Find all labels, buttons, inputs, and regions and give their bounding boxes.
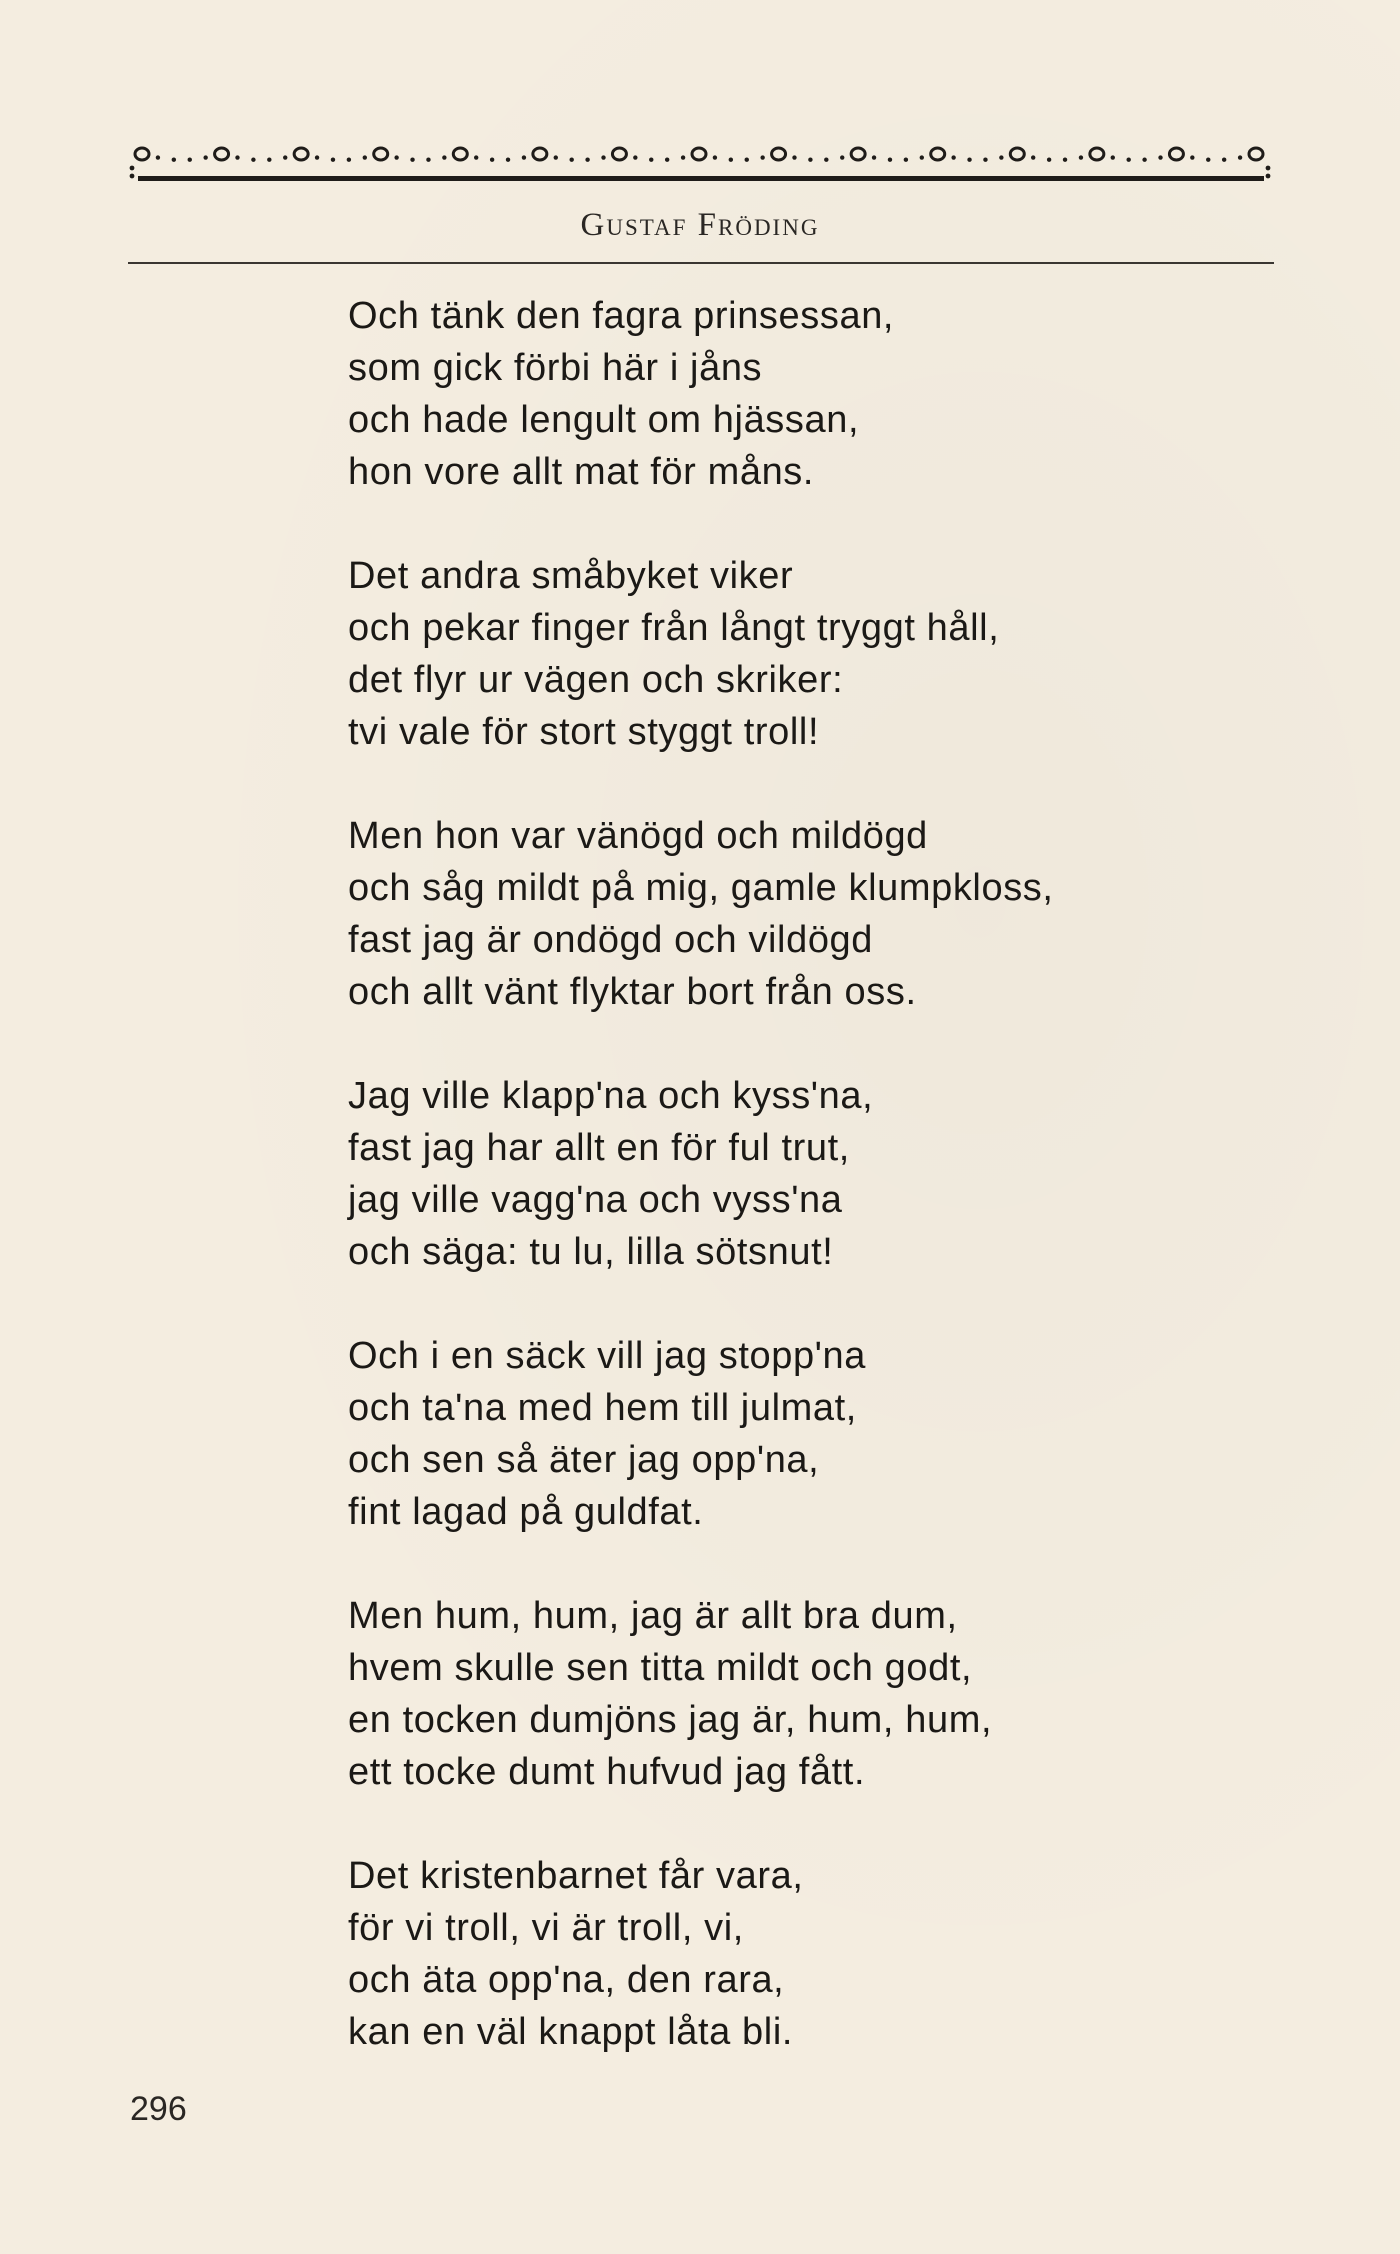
page-number: 296 — [130, 2090, 187, 2128]
stanza — [348, 1070, 1248, 1278]
chain-ornament-icon — [128, 132, 1274, 192]
poem-line: och hade lengult om hjässan, — [348, 399, 860, 441]
poem-line: det flyr ur vägen och skriker: — [348, 659, 844, 701]
poem-line: och allt vänt flyktar bort från oss. — [348, 971, 917, 1013]
poem — [348, 290, 1248, 2110]
running-head: Gustaf Fröding — [580, 207, 820, 243]
poem-line: och ta'na med hem till julmat, — [348, 1387, 857, 1429]
header-rule — [128, 262, 1274, 264]
poem-line: för vi troll, vi är troll, vi, — [348, 1907, 744, 1949]
poem-line: jag ville vagg'na och vyss'na — [348, 1179, 843, 1221]
stanza — [348, 1590, 1248, 1798]
poem-line: som gick förbi här i jåns — [348, 347, 763, 389]
poem-line: Det kristenbarnet får vara, — [348, 1855, 804, 1897]
poem-line: fint lagad på guldfat. — [348, 1491, 704, 1533]
poem-line: Men hum, hum, jag är allt bra dum, — [348, 1595, 958, 1637]
poem-line: Men hon var vänögd och mildögd — [348, 815, 928, 857]
poem-line: fast jag har allt en för ful trut, — [348, 1127, 850, 1169]
poem-line: kan en väl knappt låta bli. — [348, 2011, 794, 2053]
stanza — [348, 1850, 1248, 2058]
poem-line: tvi vale för stort styggt troll! — [348, 711, 820, 753]
poem-line: och sen så äter jag opp'na, — [348, 1439, 820, 1481]
poem-line: och äta opp'na, den rara, — [348, 1959, 785, 2001]
poem-line: hvem skulle sen titta mildt och godt, — [348, 1647, 973, 1689]
poem-line: Och i en säck vill jag stopp'na — [348, 1335, 866, 1377]
poem-line: ett tocke dumt hufvud jag fått. — [348, 1751, 866, 1793]
poem-line: och pekar finger från långt tryggt håll, — [348, 607, 1000, 649]
poem-line: Jag ville klapp'na och kyss'na, — [348, 1075, 874, 1117]
stanza — [348, 1330, 1248, 1538]
poem-line: fast jag är ondögd och vildögd — [348, 919, 874, 961]
stanza — [348, 550, 1248, 758]
stanza — [348, 810, 1248, 1018]
poem-line: Det andra småbyket viker — [348, 555, 794, 597]
stanza — [348, 290, 1248, 498]
poem-line: hon vore allt mat för måns. — [348, 451, 815, 493]
poem-line: och såg mildt på mig, gamle klumpkloss, — [348, 867, 1054, 909]
poem-line: Och tänk den fagra prinsessan, — [348, 295, 895, 337]
poem-line: och säga: tu lu, lilla sötsnut! — [348, 1231, 834, 1273]
poem-line: en tocken dumjöns jag är, hum, hum, — [348, 1699, 993, 1741]
